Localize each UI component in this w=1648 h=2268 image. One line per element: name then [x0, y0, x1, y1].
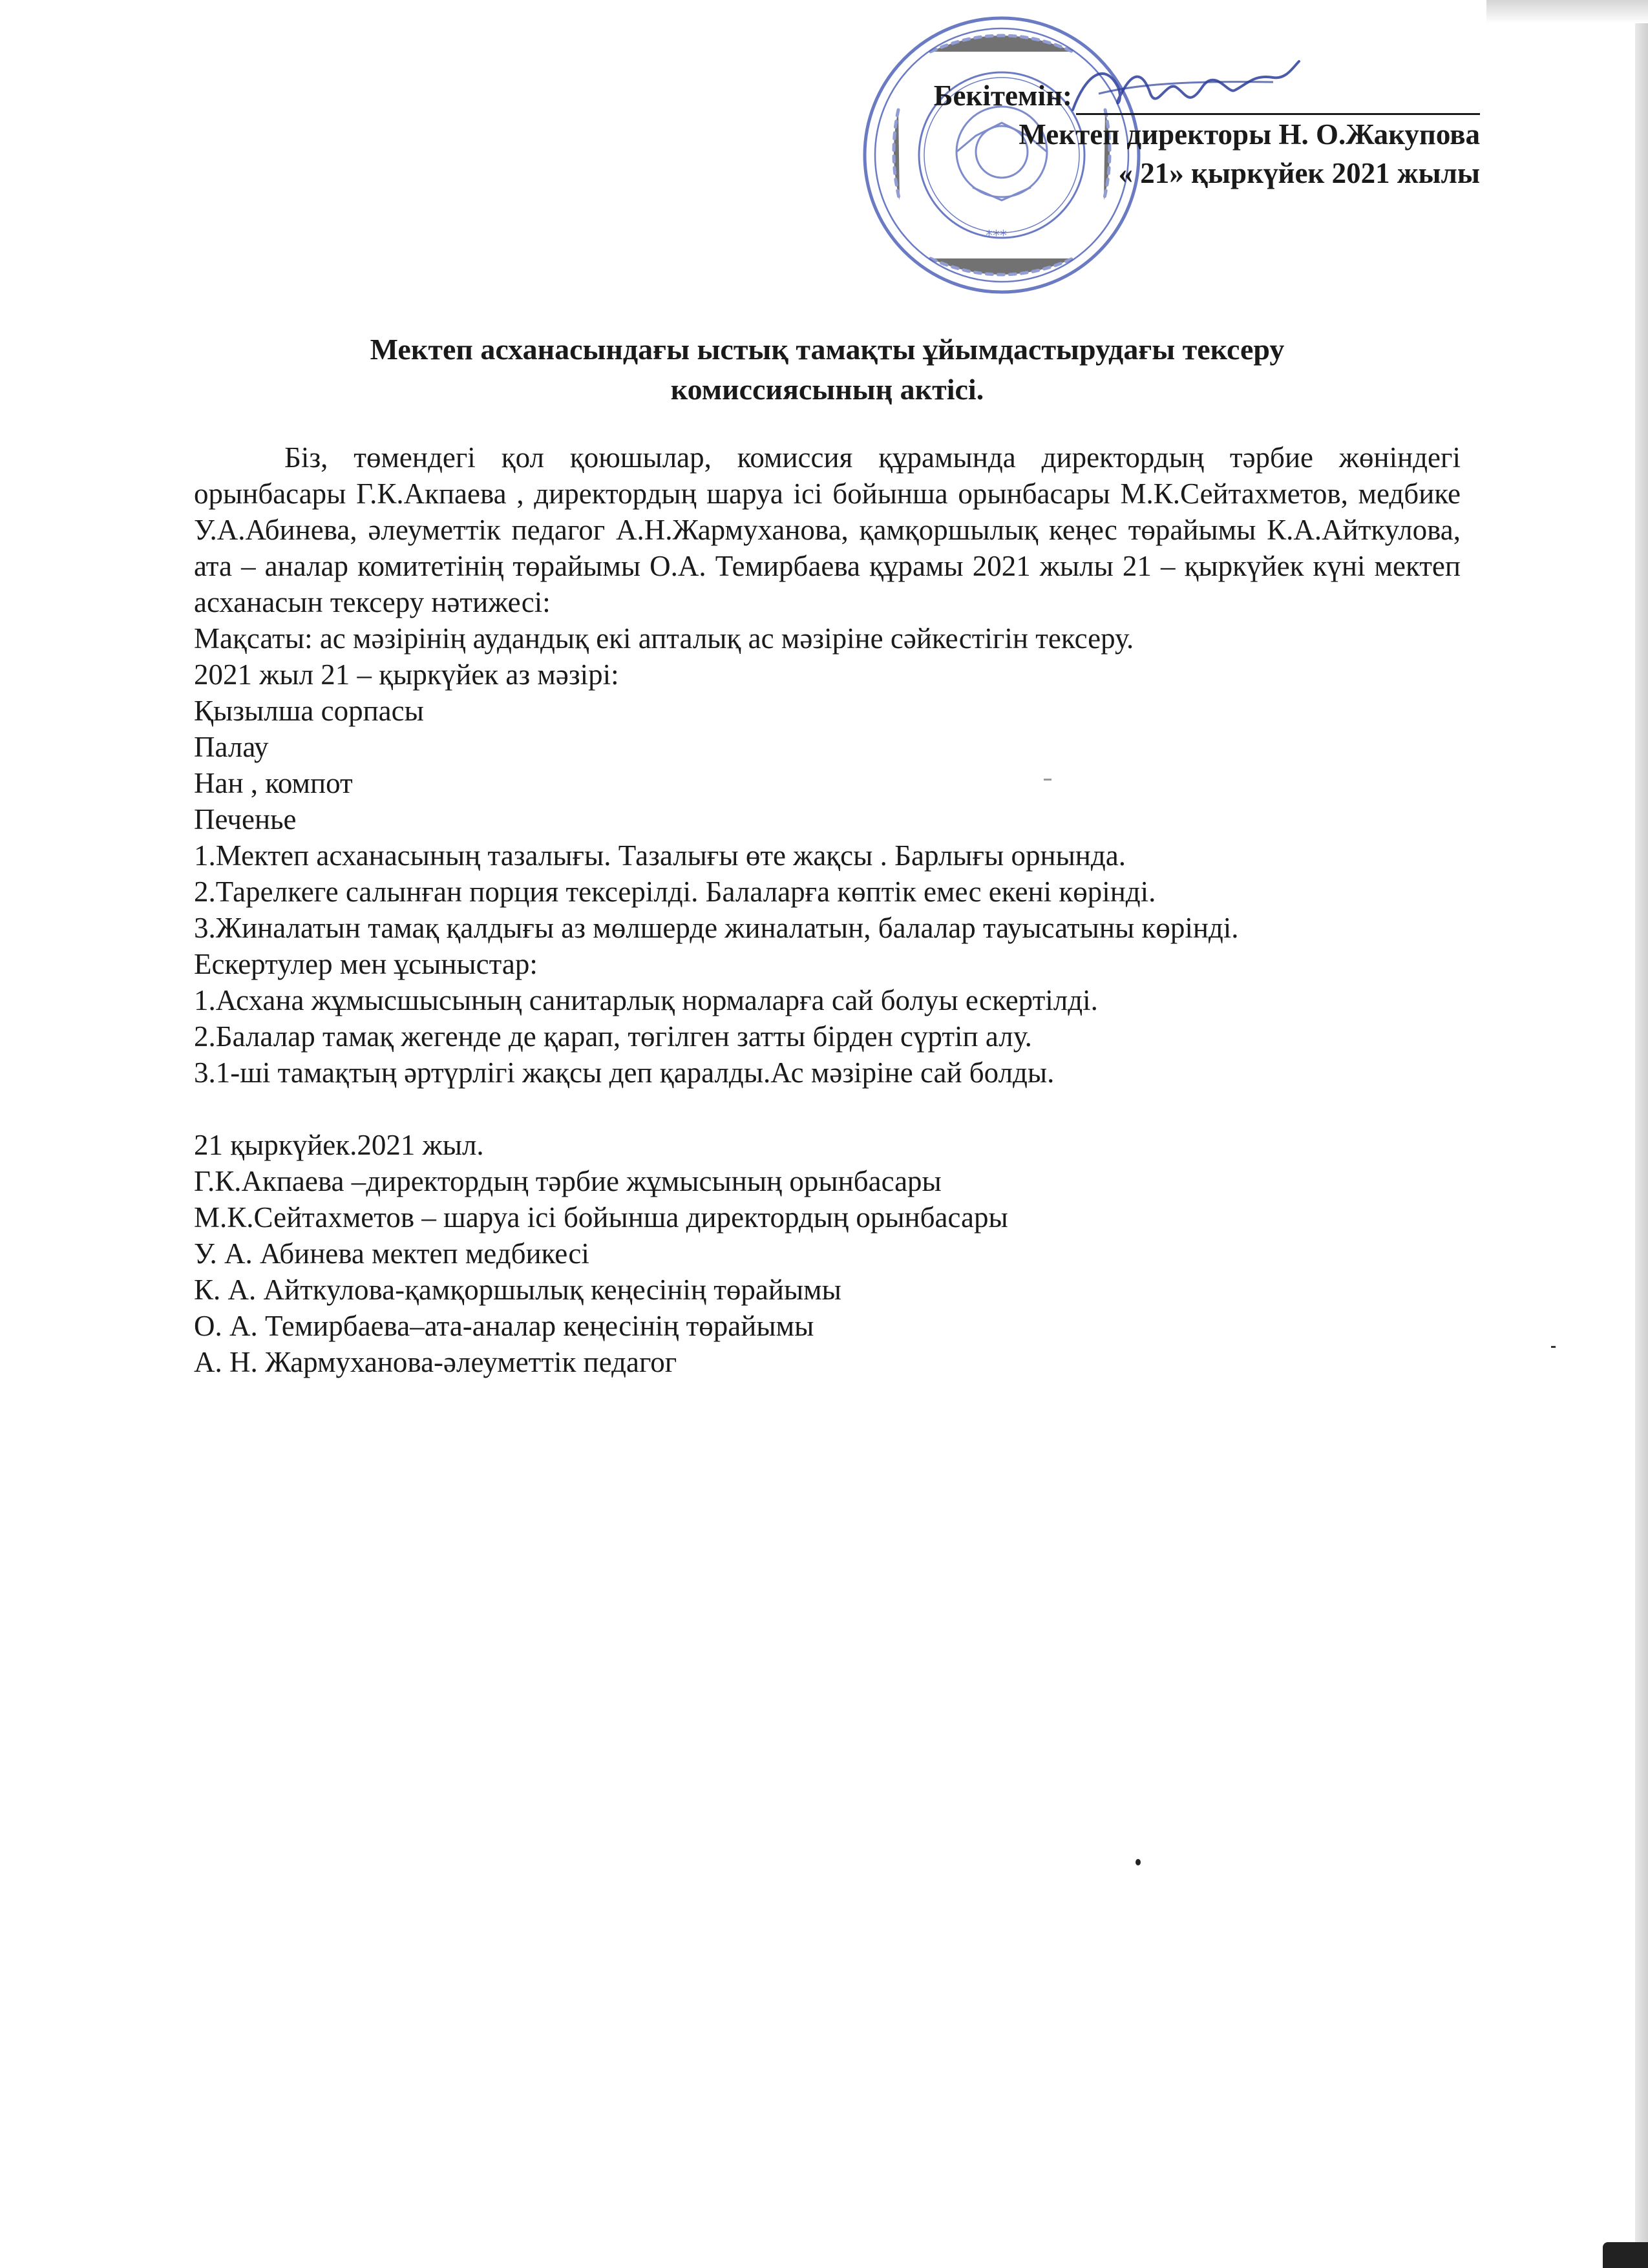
spacer: [194, 1091, 1461, 1127]
svg-text:***: ***: [986, 228, 1007, 244]
menu-heading: 2021 жыл 21 – қыркүйек аз мәзірі:: [194, 658, 619, 691]
purpose-paragraph: Мақсаты: ас мәзірінің аудандық екі апталық ас мәзіріне сәйкестігін тексеру.: [194, 622, 1134, 655]
title-line-1: Мектеп асханасындағы ыстық тамақты ұйымдастырудағы тексеру: [370, 333, 1285, 366]
scan-speck: [1044, 779, 1051, 781]
menu-item: Нан , компот: [194, 767, 353, 799]
title-line-2: комиссиясының актісі.: [670, 373, 984, 406]
approval-block: [834, 76, 1480, 193]
scan-corner-mark: [1603, 2242, 1648, 2268]
signatory-line: М.К.Сейтахметов – шаруа ісі бойынша директордың орынбасары: [194, 1201, 1008, 1234]
remark-item: 3.1-ші тамақтың әртүрлігі жақсы деп қаралды.Ас мәзіріне сай болды.: [194, 1056, 1055, 1089]
scan-speck: [1551, 1346, 1556, 1348]
menu-item: Печенье: [194, 803, 297, 835]
approval-date: « 21» қыркүйек 2021 жылы: [1118, 157, 1480, 189]
approval-label: Бекітемін:: [933, 79, 1072, 112]
remarks-heading: Ескертулер мен ұсыныстар:: [194, 948, 538, 980]
director-line: Мектеп директоры Н. О.Жакупова: [1019, 118, 1480, 151]
act-date: 21 қыркүйек.2021 жыл.: [194, 1129, 484, 1161]
menu-item: Қызылша сорпасы: [194, 695, 424, 727]
scan-edge: [1635, 0, 1648, 2268]
finding-item: 2.Тарелкеге салынған порция тексерілді. Балаларға көптік емес екені көрінді.: [194, 876, 1156, 908]
signatory-line: О. А. Темирбаева–ата-аналар кеңесінің төрайымы: [194, 1310, 814, 1342]
signatory-line: Г.К.Акпаева –директордың тәрбие жұмысының орынбасары: [194, 1165, 942, 1197]
intro-paragraph: Біз, төмендегі қол қоюшылар, комиссия құрамында директордың тәрбие жөніндегі орынбасары Г.К.Акпаева , директордың шаруа ісі бойынша орынбасары М.К.Сейтахметов, медбике У.А.Абинева, әлеуметтік педагог А.Н.Жармуханова, қамқоршылық кеңес төрайымы К.А.Айткулова, ата – аналар комитетінің төрайымы О.А. Темирбаева құрамы 2021 жылы 21 – қыркүйек күні мектеп асханасын тексеру нәтижесі:: [194, 441, 1461, 618]
finding-item: 3.Жиналатын тамақ қалдығы аз мөлшерде жиналатын, балалар тауысатыны көрінді.: [194, 912, 1239, 944]
document-body: [194, 439, 1461, 1380]
scan-shadow: [1486, 0, 1648, 23]
signatory-line: К. А. Айткулова-қамқоршылық кеңесінің төрайымы: [194, 1274, 841, 1306]
menu-item: Палау: [194, 731, 269, 763]
document-title: [194, 330, 1461, 410]
signatory-line: А. Н. Жармуханова-әлеуметтік педагог: [194, 1346, 677, 1378]
signature-line: [1076, 81, 1480, 115]
scan-speck: [1136, 1859, 1141, 1865]
signatory-line: У. А. Абинева мектеп медбикесі: [194, 1237, 589, 1270]
remark-item: 1.Асхана жұмысшысының санитарлық нормаларға сай болуы ескертілді.: [194, 984, 1098, 1016]
finding-item: 1.Мектеп асханасының тазалығы. Тазалығы өте жақсы . Барлығы орнында.: [194, 839, 1126, 872]
remark-item: 2.Балалар тамақ жегенде де қарап, төгілген затты бірден сүртіп алу.: [194, 1020, 1032, 1053]
approval-label-line: [834, 76, 1480, 115]
